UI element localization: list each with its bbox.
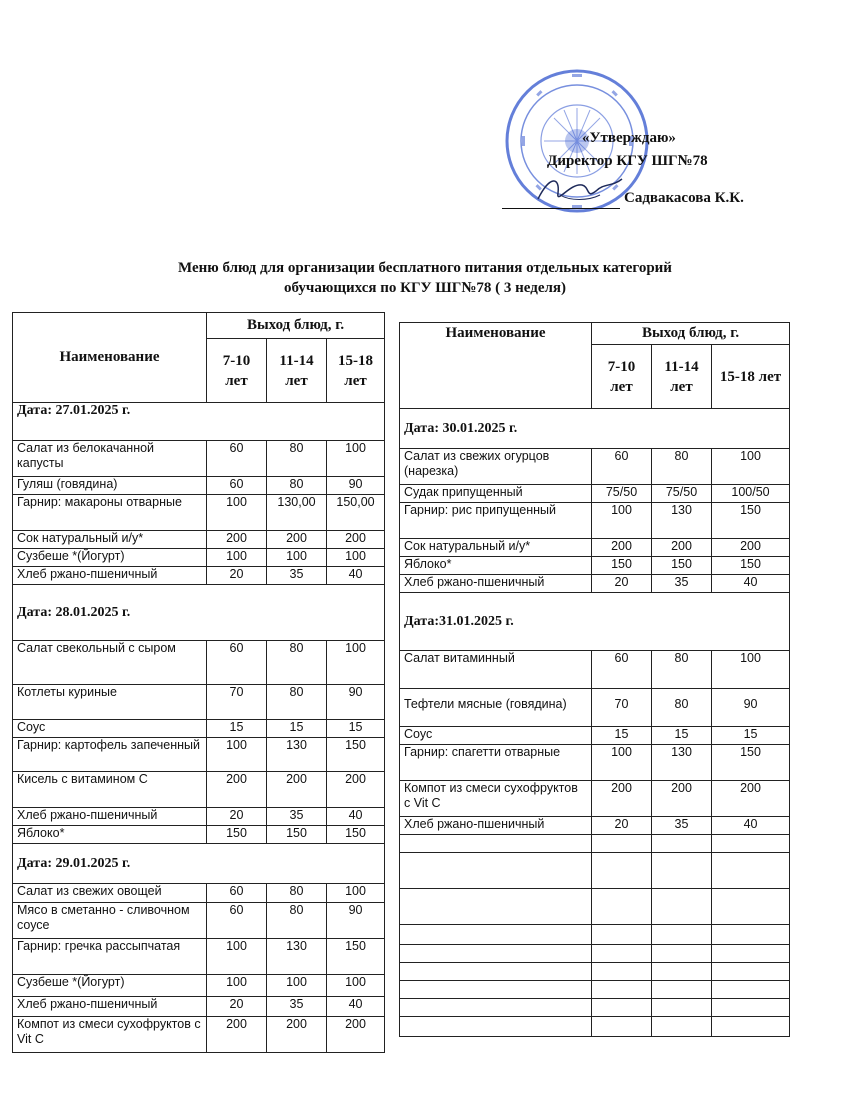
empty-row	[400, 999, 790, 1017]
dish-value: 15	[652, 727, 712, 745]
empty-row	[400, 945, 790, 963]
table-row	[400, 745, 790, 781]
dish-name: Соус	[400, 727, 592, 745]
table-row	[400, 727, 790, 745]
table-row	[13, 903, 385, 939]
empty-row	[400, 889, 790, 925]
dish-name: Хлеб ржано-пшеничный	[13, 567, 207, 585]
dish-name: Гарнир: спагетти отварные	[400, 745, 592, 781]
dish-name: Яблоко*	[400, 557, 592, 575]
date-row	[13, 403, 385, 441]
dish-name: Компот из смеси сухофруктов с Vit C	[13, 1017, 207, 1053]
dish-name: Котлеты куриные	[13, 685, 207, 720]
dish-name: Кисель с витамином С	[13, 772, 207, 808]
dish-value: 90	[712, 689, 790, 727]
dish-value: 150	[327, 826, 385, 844]
age-header: 15-18 лет	[712, 345, 790, 409]
date-row	[400, 409, 790, 449]
dish-value: 60	[207, 641, 267, 685]
header-row	[13, 313, 385, 339]
date-label: Дата: 27.01.2025 г.	[13, 403, 385, 441]
table-row	[13, 685, 385, 720]
dish-value: 100	[712, 449, 790, 485]
dish-value: 80	[652, 449, 712, 485]
dish-value: 100	[267, 975, 327, 997]
dish-name: Компот из смеси сухофруктов с Vit C	[400, 781, 592, 817]
table-row	[13, 738, 385, 772]
dish-name: Салат витаминный	[400, 651, 592, 689]
dish-value: 150	[712, 503, 790, 539]
dish-value: 90	[327, 477, 385, 495]
empty-row	[400, 963, 790, 981]
dish-value: 100	[327, 641, 385, 685]
dish-value: 15	[267, 720, 327, 738]
approved-label: «Утверждаю»	[582, 130, 676, 146]
dish-name: Салат из свежих огурцов (нарезка)	[400, 449, 592, 485]
date-row	[13, 844, 385, 884]
table-row	[13, 826, 385, 844]
age-header: 15-18 лет	[327, 339, 385, 403]
dish-value: 80	[267, 903, 327, 939]
table-row	[13, 997, 385, 1017]
dish-value: 20	[207, 567, 267, 585]
date-row	[13, 585, 385, 641]
dish-value: 130	[267, 939, 327, 975]
dish-value: 130	[652, 503, 712, 539]
table-row	[13, 549, 385, 567]
dish-value: 60	[207, 884, 267, 903]
dish-name: Салат из свежих овощей	[13, 884, 207, 903]
dish-value: 40	[712, 575, 790, 593]
dish-value: 100	[207, 939, 267, 975]
dish-name: Салат из белокачанной капусты	[13, 441, 207, 477]
dish-name: Салат свекольный с сыром	[13, 641, 207, 685]
dish-name: Сок натуральный и/у*	[400, 539, 592, 557]
dish-value: 35	[267, 997, 327, 1017]
dish-value: 20	[592, 817, 652, 835]
director-name: Садвакасова К.К.	[624, 190, 744, 206]
dish-value: 150	[267, 826, 327, 844]
dish-name: Хлеб ржано-пшеничный	[400, 817, 592, 835]
dish-value: 130	[267, 738, 327, 772]
dish-value: 15	[712, 727, 790, 745]
table-row	[13, 975, 385, 997]
dish-value: 150	[327, 939, 385, 975]
empty-row	[400, 981, 790, 999]
dish-value: 90	[327, 685, 385, 720]
dish-value: 200	[712, 539, 790, 557]
dish-name: Хлеб ржано-пшеничный	[13, 997, 207, 1017]
signature-icon	[530, 165, 630, 210]
dish-name: Хлеб ржано-пшеничный	[13, 808, 207, 826]
table-row	[400, 485, 790, 503]
dish-name: Гарнир: рис припущенный	[400, 503, 592, 539]
dish-value: 100	[712, 651, 790, 689]
dish-value: 100	[592, 503, 652, 539]
dish-value: 200	[267, 531, 327, 549]
dish-value: 130	[652, 745, 712, 781]
dish-value: 15	[592, 727, 652, 745]
dish-name: Гарнир: гречка рассыпчатая	[13, 939, 207, 975]
table-row	[13, 939, 385, 975]
dish-value: 100	[327, 441, 385, 477]
dish-value: 100	[207, 495, 267, 531]
dish-value: 60	[207, 903, 267, 939]
dish-value: 80	[267, 685, 327, 720]
dish-value: 20	[207, 808, 267, 826]
page-title	[100, 258, 750, 298]
header-row	[400, 323, 790, 345]
dish-value: 200	[592, 781, 652, 817]
dish-value: 100	[207, 975, 267, 997]
dish-name: Гуляш (говядина)	[13, 477, 207, 495]
date-row	[400, 593, 790, 651]
table-row	[13, 884, 385, 903]
title-line-1: Меню блюд для организации бесплатного питания отдельных категорий	[178, 260, 672, 276]
dish-value: 150	[327, 738, 385, 772]
dish-value: 60	[592, 449, 652, 485]
table-row	[400, 689, 790, 727]
dish-value: 150	[712, 745, 790, 781]
dish-value: 40	[327, 997, 385, 1017]
date-label: Дата: 28.01.2025 г.	[13, 585, 385, 641]
dish-value: 200	[327, 1017, 385, 1053]
title-line-2: обучающихся по КГУ ШГ№78 ( 3 неделя)	[283, 280, 567, 296]
menu-table-right	[399, 322, 790, 1037]
age-header: 11-14 лет	[267, 339, 327, 403]
empty-row	[400, 925, 790, 945]
empty-row	[400, 853, 790, 889]
dish-value: 200	[207, 531, 267, 549]
table-row	[13, 641, 385, 685]
dish-name: Сок натуральный и/у*	[13, 531, 207, 549]
dish-value: 150,00	[327, 495, 385, 531]
dish-value: 100	[267, 549, 327, 567]
dish-value: 35	[652, 817, 712, 835]
dish-value: 15	[327, 720, 385, 738]
dish-value: 200	[652, 539, 712, 557]
signature-line	[502, 208, 620, 209]
dish-value: 200	[327, 772, 385, 808]
date-label: Дата: 29.01.2025 г.	[13, 844, 385, 884]
dish-name: Сузбеше *(Йогурт)	[13, 975, 207, 997]
empty-row	[400, 835, 790, 853]
dish-value: 35	[267, 808, 327, 826]
approval-block	[490, 60, 820, 230]
dish-value: 200	[592, 539, 652, 557]
table-row	[400, 781, 790, 817]
table-row	[13, 1017, 385, 1053]
table-row	[400, 651, 790, 689]
dish-value: 60	[592, 651, 652, 689]
menu-table-left	[12, 312, 385, 1053]
dish-value: 100	[207, 549, 267, 567]
age-header: 7-10 лет	[207, 339, 267, 403]
dish-value: 150	[592, 557, 652, 575]
dish-value: 100	[207, 738, 267, 772]
dish-name: Гарнир: макароны отварные	[13, 495, 207, 531]
age-header: 11-14 лет	[652, 345, 712, 409]
age-header: 7-10 лет	[592, 345, 652, 409]
table-row	[13, 495, 385, 531]
table-row	[13, 531, 385, 549]
table-row	[400, 557, 790, 575]
dish-value: 75/50	[652, 485, 712, 503]
dish-value: 200	[207, 1017, 267, 1053]
table-row	[400, 817, 790, 835]
dish-name: Соус	[13, 720, 207, 738]
dish-value: 70	[592, 689, 652, 727]
output-header: Выход блюд, г.	[207, 313, 385, 339]
dish-value: 200	[207, 772, 267, 808]
dish-value: 40	[712, 817, 790, 835]
dish-value: 20	[207, 997, 267, 1017]
dish-value: 80	[652, 651, 712, 689]
dish-value: 80	[267, 477, 327, 495]
table-row	[13, 808, 385, 826]
dish-value: 35	[267, 567, 327, 585]
dish-value: 80	[267, 441, 327, 477]
empty-row	[400, 1017, 790, 1037]
dish-value: 60	[207, 477, 267, 495]
dish-value: 100/50	[712, 485, 790, 503]
dish-value: 100	[592, 745, 652, 781]
dish-value: 35	[652, 575, 712, 593]
dish-value: 80	[267, 884, 327, 903]
dish-value: 40	[327, 567, 385, 585]
dish-value: 200	[267, 772, 327, 808]
dish-value: 90	[327, 903, 385, 939]
table-row	[13, 477, 385, 495]
dish-value: 100	[327, 884, 385, 903]
dish-value: 150	[207, 826, 267, 844]
dish-name: Судак припущенный	[400, 485, 592, 503]
dish-value: 80	[267, 641, 327, 685]
dish-value: 150	[652, 557, 712, 575]
dish-value: 60	[207, 441, 267, 477]
date-label: Дата:31.01.2025 г.	[400, 593, 790, 651]
dish-value: 15	[207, 720, 267, 738]
dish-value: 20	[592, 575, 652, 593]
dish-value: 100	[327, 975, 385, 997]
director-position: Директор КГУ ШГ№78	[547, 153, 708, 169]
dish-value: 200	[712, 781, 790, 817]
table-row	[13, 441, 385, 477]
date-label: Дата: 30.01.2025 г.	[400, 409, 790, 449]
name-header: Наименование	[13, 313, 207, 403]
table-row	[13, 772, 385, 808]
dish-name: Хлеб ржано-пшеничный	[400, 575, 592, 593]
output-header: Выход блюд, г.	[592, 323, 790, 345]
table-row	[400, 575, 790, 593]
dish-value: 150	[712, 557, 790, 575]
dish-name: Гарнир: картофель запеченный	[13, 738, 207, 772]
dish-value: 40	[327, 808, 385, 826]
table-row	[13, 567, 385, 585]
name-header: Наименование	[400, 323, 592, 409]
dish-name: Яблоко*	[13, 826, 207, 844]
dish-value: 80	[652, 689, 712, 727]
dish-value: 130,00	[267, 495, 327, 531]
table-row	[13, 720, 385, 738]
dish-value: 100	[327, 549, 385, 567]
dish-name: Тефтели мясные (говядина)	[400, 689, 592, 727]
dish-value: 200	[267, 1017, 327, 1053]
table-row	[400, 539, 790, 557]
table-row	[400, 503, 790, 539]
dish-name: Сузбеше *(Йогурт)	[13, 549, 207, 567]
dish-value: 70	[207, 685, 267, 720]
dish-value: 75/50	[592, 485, 652, 503]
dish-value: 200	[327, 531, 385, 549]
dish-value: 200	[652, 781, 712, 817]
table-row	[400, 449, 790, 485]
dish-name: Мясо в сметанно - сливочном соусе	[13, 903, 207, 939]
